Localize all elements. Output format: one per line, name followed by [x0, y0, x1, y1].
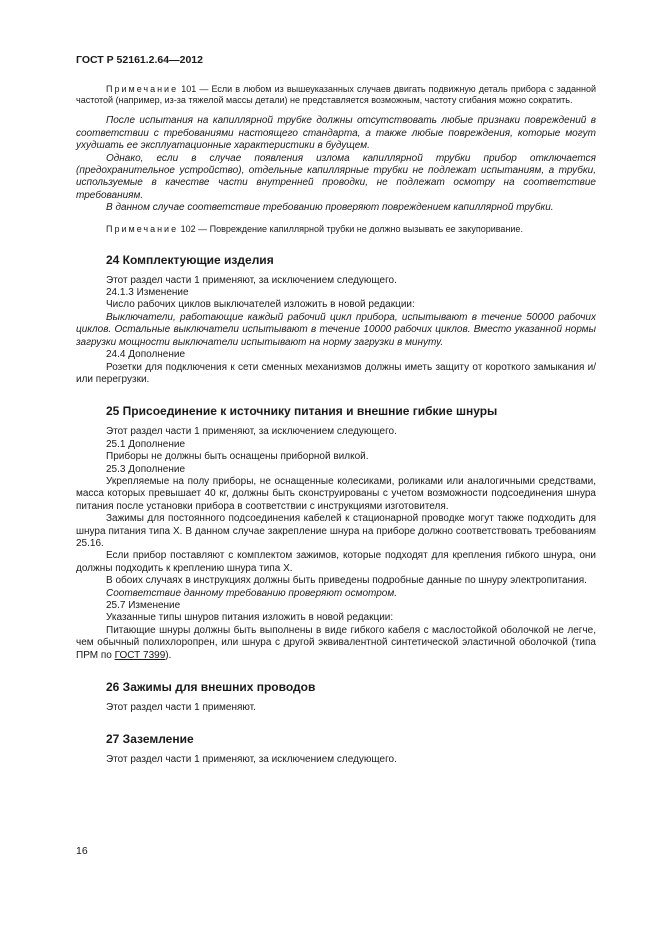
- section-heading-26: 26 Зажимы для внешних проводов: [106, 680, 316, 695]
- subsection-label: 25.3 Дополнение: [106, 463, 186, 475]
- document-header: ГОСТ Р 52161.2.64—2012: [76, 54, 203, 66]
- section-heading-27: 27 Заземление: [106, 732, 194, 747]
- paragraph: Число рабочих циклов выключателей изложить в новой редакции:: [106, 299, 415, 311]
- subsection-label: 25.1 Дополнение: [106, 438, 186, 450]
- page-number: 16: [76, 845, 88, 857]
- paragraph: В обоих случаях в инструкциях должны быть приведены подробные данные по шнуру электропитания.: [106, 575, 587, 587]
- paragraph: Этот раздел части 1 применяют, за исключением следующего.: [106, 754, 397, 766]
- subsection-label: 25.7 Изменение: [106, 600, 181, 611]
- paragraph: Розетки для подключения к сети сменных механизмов должны иметь защиту от короткого замыкания и/или перегрузки.: [76, 361, 596, 385]
- note-text: 102 — Повреждение капиллярной трубки не должно вызывать ее закупоривание.: [178, 223, 523, 234]
- paragraph: Приборы не должны быть оснащены приборной вилкой.: [106, 451, 369, 463]
- text: ).: [165, 649, 172, 661]
- note-label: Примечание: [106, 223, 179, 234]
- text: Питающие шнуры должны быть выполнены в виде гибкого кабеля с маслостойкой оболочкой не легче, чем обычный полихлоропрен, или шнура с другой эквивалентной синтетической эластичной оболочкой (типа ПРМ по: [76, 624, 596, 661]
- paragraph: Зажимы для постоянного подсоединения кабелей к стационарной проводке могут также подходить для шнура питания типа X. В данном случае закрепление шнура на приборе должно соответствовать требованиям 25.16.: [76, 513, 596, 549]
- note-102: [76, 224, 596, 235]
- document-page: [76, 54, 596, 767]
- paragraph: Этот раздел части 1 применяют, за исключением следующего.: [106, 274, 397, 286]
- paragraph: Выключатели, работающие каждый рабочий цикл прибора, испытывают в течение 50000 рабочих циклов. Остальные выключатели испытывают в течение 10000 рабочих циклов. Вместо указанной нормы загрузки мощности выключатели испытывают на норму загрузки в минуту.: [76, 311, 596, 348]
- paragraph: Если прибор поставляют с комплектом зажимов, которые подходят для крепления гибкого шнура, они должны подходить к креплению шнура типа X.: [76, 550, 596, 574]
- subsection-label: 24.1.3 Изменение: [106, 287, 189, 299]
- paragraph: После испытания на капиллярной трубке должны отсутствовать любые признаки повреждений в соответствии с требованиями настоящего стандарта, а также любые повреждения, которые могут ухудшать ее эксплуатационные характеристики в будущем.: [76, 115, 596, 152]
- paragraph: Укрепляемые на полу приборы, не оснащенные колесиками, роликами или аналогичными средствами, масса которых превышает 40 кг, должны быть сконструированы с учетом возможности подсоединения шнура питания после установки прибора в соответствии с инструкциями изготовителя.: [76, 475, 596, 512]
- section-heading-24: 24 Комплектующие изделия: [106, 252, 274, 267]
- subsection-label: 24.4 Дополнение: [106, 349, 186, 361]
- paragraph: Этот раздел части 1 применяют, за исключением следующего.: [106, 426, 397, 438]
- note-101: [76, 84, 596, 106]
- paragraph: Указанные типы шнуров питания изложить в новой редакции:: [106, 612, 394, 624]
- standard-link[interactable]: ГОСТ 7399: [114, 649, 166, 661]
- note-label: Примечание: [106, 84, 179, 95]
- paragraph: Этот раздел части 1 применяют.: [106, 702, 256, 714]
- paragraph: Соответствие данному требованию проверяют осмотром.: [106, 587, 397, 599]
- paragraph: Однако, если в случае появления излома капиллярной трубки прибор отключается (предохранительное устройство), отдельные капиллярные трубки не подлежат испытаниям, а трубки, используемые в качестве части внутренней проводки, не подлежат осмотру на соответствие требованиям.: [76, 152, 596, 201]
- section-heading-25: 25 Присоединение к источнику питания и внешние гибкие шнуры: [106, 404, 498, 419]
- note-text: 101 — Если в любом из вышеуказанных случаев двигать подвижную деталь прибора с заданной частотой (например, из-за тяжелой массы детали) не представляется возможным, частоту сгибания можно сократить.: [76, 84, 596, 106]
- paragraph: [76, 625, 596, 662]
- paragraph: В данном случае соответствие требованию проверяют повреждением капиллярной трубки.: [106, 202, 554, 214]
